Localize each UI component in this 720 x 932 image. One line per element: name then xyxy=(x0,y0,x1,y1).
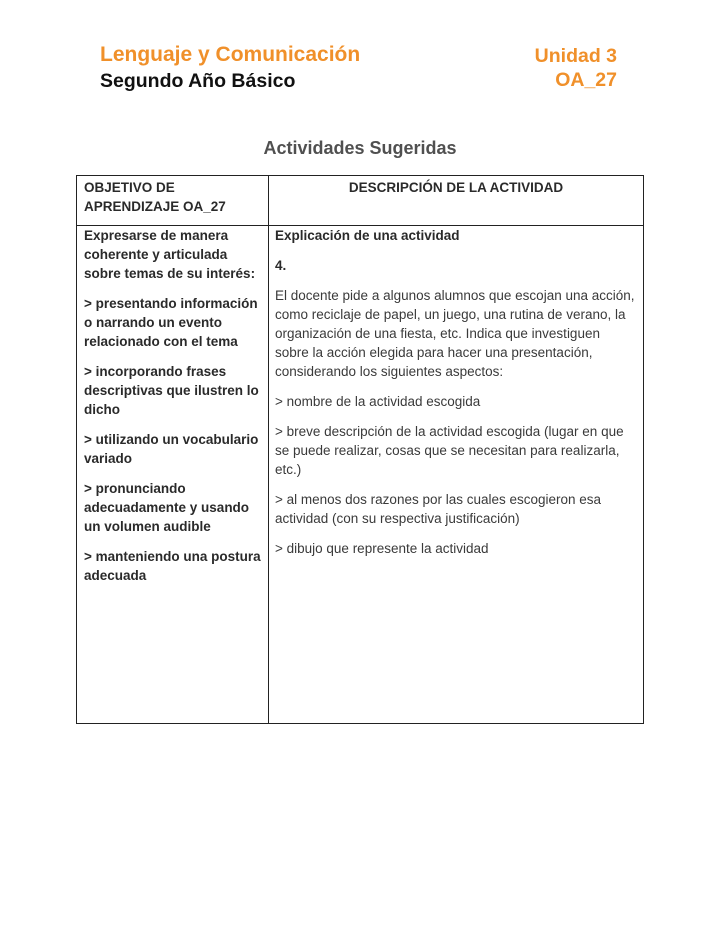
activity-aspect: > nombre de la actividad escogida xyxy=(275,394,481,409)
activity-number: 4. xyxy=(275,258,287,273)
objective-column-header: OBJETIVO DE APRENDIZAJE OA_27 xyxy=(84,180,226,214)
activity-table xyxy=(76,175,644,724)
page-title: Actividades Sugeridas xyxy=(263,138,457,158)
unit-info xyxy=(535,44,617,92)
objective-cell xyxy=(84,226,266,596)
objective-item: > manteniendo una postura adecuada xyxy=(84,549,261,583)
document-header xyxy=(100,42,360,94)
unit-label: Unidad 3 xyxy=(534,45,617,67)
description-column-header: DESCRIPCIÓN DE LA ACTIVIDAD xyxy=(348,180,564,195)
subject-title: Lenguaje y Comunicación xyxy=(100,43,361,66)
activity-aspect: > dibujo que represente la actividad xyxy=(275,541,489,556)
column-divider xyxy=(268,176,269,723)
objective-intro: Expresarse de manera coherente y articulada sobre temas de su interés: xyxy=(84,228,256,281)
objective-item: > presentando información o narrando un evento relacionado con el tema xyxy=(84,296,258,349)
objective-item: > incorporando frases descriptivas que ilustren lo dicho xyxy=(84,364,259,417)
activity-instructions: El docente pide a algunos alumnos que escojan una acción, como reciclaje de papel, un juego, una rutina de verano, la organización de una fiesta, etc. Indica que investiguen sobre la acción elegida para hacer una presentación, considerando los siguientes aspectos: xyxy=(275,288,635,379)
activity-heading: Explicación de una actividad xyxy=(275,228,460,243)
description-cell xyxy=(275,226,637,569)
grade-level: Segundo Año Básico xyxy=(100,70,296,92)
activity-aspect: > breve descripción de la actividad escogida (lugar en que se puede realizar, cosas que se necesitan para realizarla, etc.) xyxy=(275,424,624,477)
objective-code: OA_27 xyxy=(555,69,617,91)
activity-aspect: > al menos dos razones por las cuales escogieron esa actividad (con su respectiva justificación) xyxy=(275,492,602,526)
objective-item: > utilizando un vocabulario variado xyxy=(84,432,259,466)
objective-item: > pronunciando adecuadamente y usando un volumen audible xyxy=(84,481,250,534)
